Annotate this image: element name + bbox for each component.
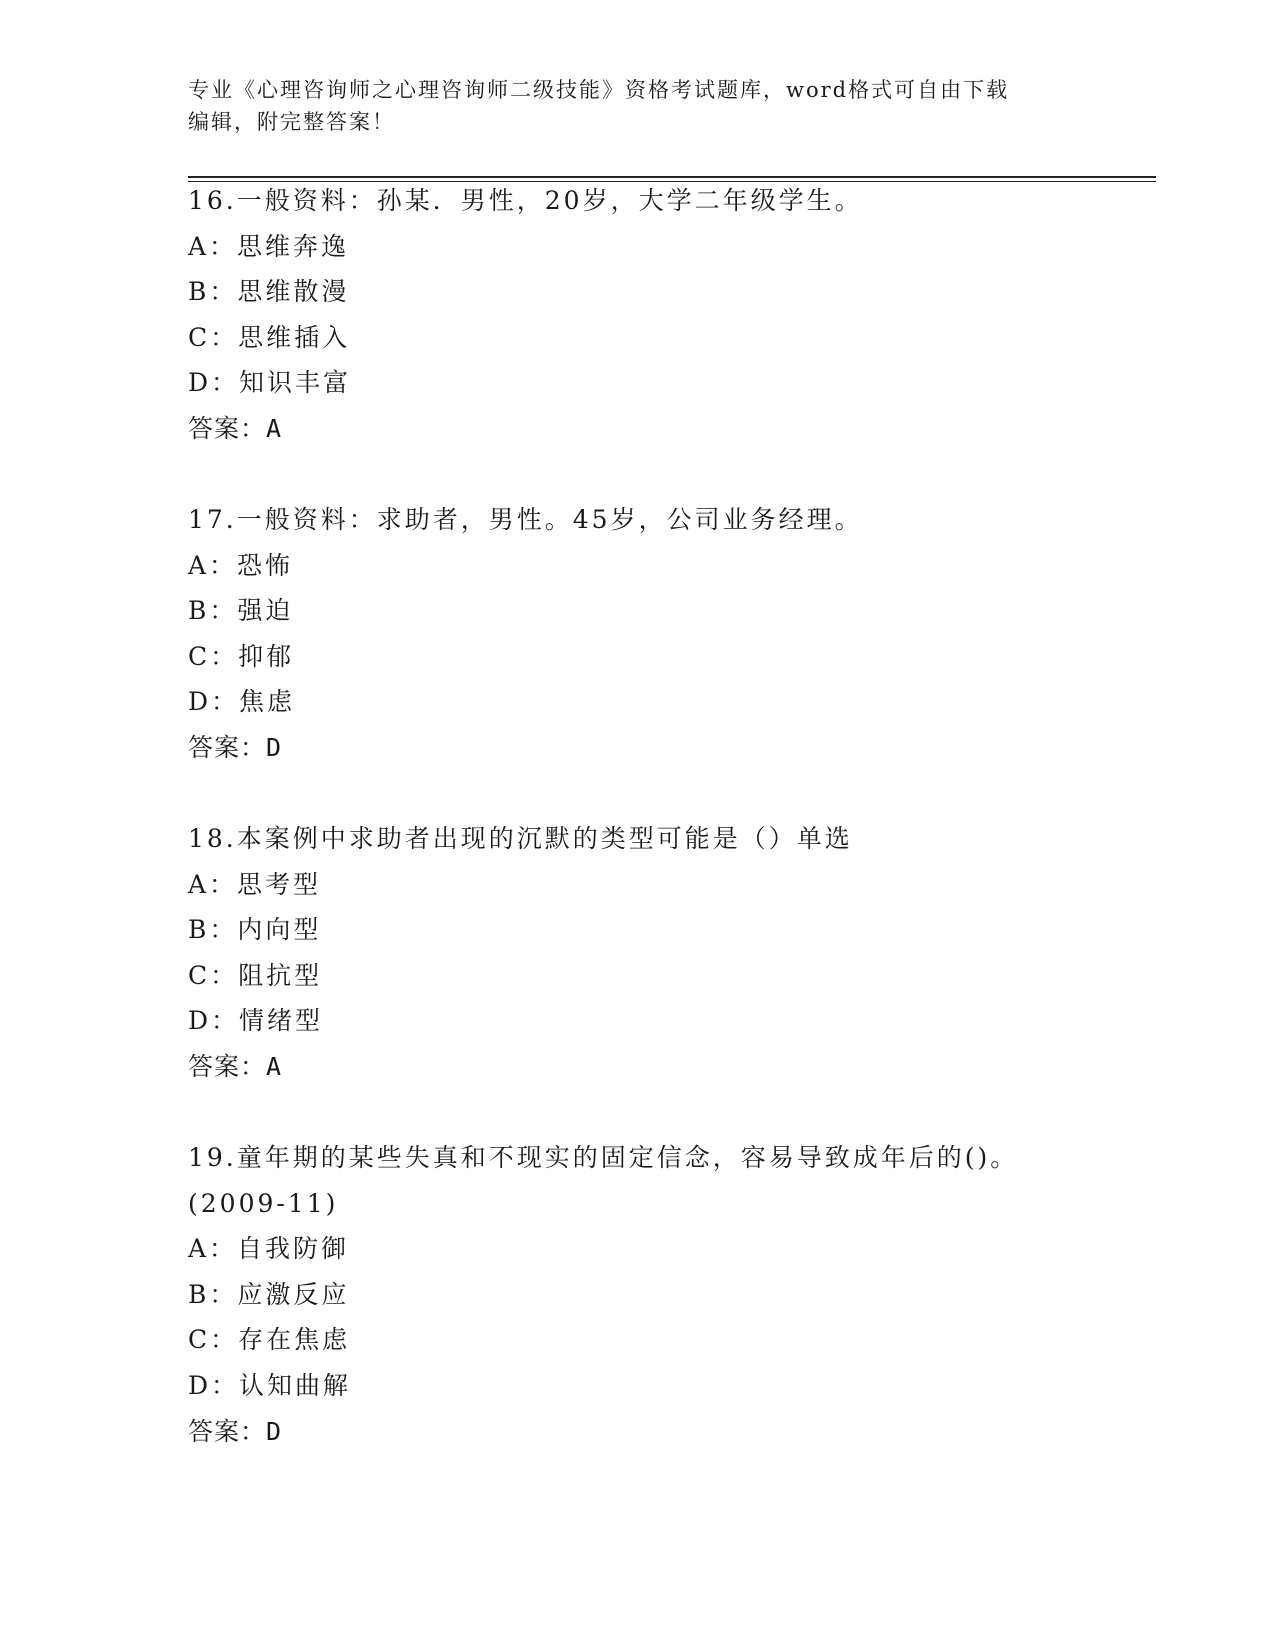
header-line-2: 编辑，附完整答案！ <box>188 110 395 134</box>
option-a: A：自我防御 <box>188 1234 350 1264</box>
question-text: 16.一般资料：孙某．男性，20岁，大学二年级学生。 <box>188 186 863 215</box>
answer-value: A <box>266 413 283 443</box>
answer-line <box>188 725 1148 771</box>
question-text: 18.本案例中求助者出现的沉默的类型可能是（）单选 <box>188 824 853 853</box>
option-b: B：思维散漫 <box>188 277 350 307</box>
question-19 <box>188 1135 1148 1454</box>
option-c: C：存在焦虑 <box>188 1325 351 1355</box>
option-d: D：知识丰富 <box>188 368 352 398</box>
option-b: B：应激反应 <box>188 1279 350 1309</box>
option-c: C：思维插入 <box>188 322 351 352</box>
answer-label: 答案： <box>188 732 267 762</box>
question-17 <box>188 497 1148 771</box>
option-b: B：内向型 <box>188 915 322 945</box>
option-b: B：强迫 <box>188 596 294 626</box>
option-a: A：思维奔逸 <box>188 231 350 261</box>
answer-line <box>188 1409 1148 1455</box>
option-a: A：恐怖 <box>188 550 294 580</box>
option-a: A：思考型 <box>188 869 322 899</box>
answer-line <box>188 1044 1148 1090</box>
answer-label: 答案： <box>188 413 267 443</box>
option-c: C：抑郁 <box>188 641 295 671</box>
header-line-1: 专业《心理咨询师之心理咨询师二级技能》资格考试题库，word格式可自由下载 <box>188 78 1010 102</box>
document-header <box>188 74 1068 138</box>
option-d: D：焦虑 <box>188 687 296 717</box>
option-d: D：认知曲解 <box>188 1370 352 1400</box>
question-text-line-1: 19.童年期的某些失真和不现实的固定信念，容易导致成年后的()。 <box>188 1143 1019 1172</box>
answer-label: 答案： <box>188 1416 267 1446</box>
answer-value: A <box>266 1051 283 1081</box>
question-16 <box>188 178 1148 452</box>
question-18 <box>188 816 1148 1090</box>
answer-value: D <box>266 1416 283 1446</box>
option-c: C：阻抗型 <box>188 960 323 990</box>
question-text-line-2: (2009-11) <box>188 1188 339 1218</box>
question-text: 17.一般资料：求助者，男性。45岁，公司业务经理。 <box>188 505 863 534</box>
answer-label: 答案： <box>188 1051 267 1081</box>
option-d: D：情绪型 <box>188 1006 324 1036</box>
answer-value: D <box>266 732 283 762</box>
answer-line <box>188 406 1148 452</box>
